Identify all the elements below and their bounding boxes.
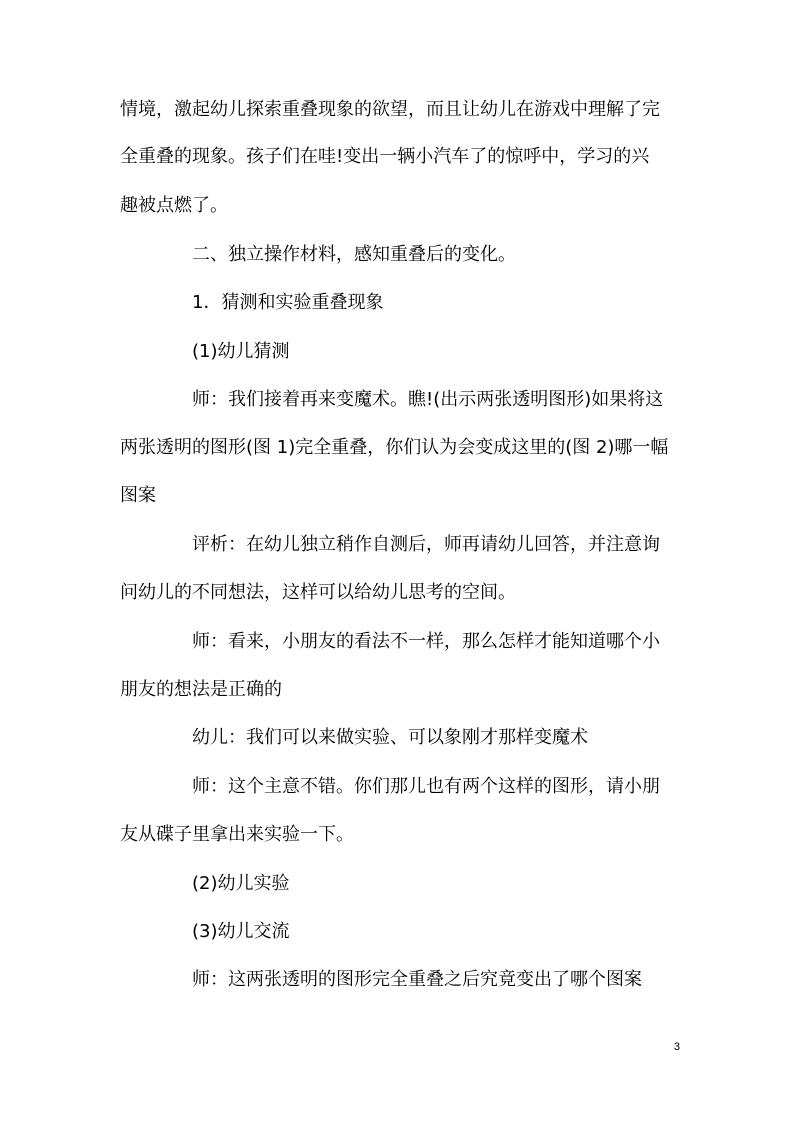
paragraph-line: 师：这个主意不错。你们那儿也有两个这样的图形，请小朋 bbox=[192, 776, 660, 797]
paragraph-line: 全重叠的现象。孩子们在哇!变出一辆小汽车了的惊呼中，学习的兴 bbox=[120, 146, 650, 167]
paragraph-line: 师：我们接着再来变魔术。瞧!(出示两张透明图形)如果将这 bbox=[192, 389, 664, 410]
paragraph-line: 幼儿：我们可以来做实验、可以象刚才那样变魔术 bbox=[192, 727, 588, 748]
step-heading: (2)幼儿实验 bbox=[192, 873, 290, 894]
paragraph-line: 朋友的想法是正确的 bbox=[120, 679, 282, 700]
subsection-heading: 1．猜测和实验重叠现象 bbox=[192, 292, 384, 313]
section-heading: 二、独立操作材料，感知重叠后的变化。 bbox=[192, 244, 516, 265]
paragraph-line: 趣被点燃了。 bbox=[120, 195, 228, 216]
paragraph-line: 师：这两张透明的图形完全重叠之后究竟变出了哪个图案 bbox=[192, 969, 642, 990]
paragraph-line: 情境，激起幼儿探索重叠现象的欲望，而且让幼儿在游戏中理解了完 bbox=[120, 99, 660, 120]
page-number: 3 bbox=[673, 1041, 680, 1053]
step-heading: (1)幼儿猜测 bbox=[192, 341, 290, 362]
paragraph-line: 友从碟子里拿出来实验一下。 bbox=[120, 824, 354, 845]
paragraph-line: 评析：在幼儿独立稍作自测后，师再请幼儿回答，并注意询 bbox=[192, 534, 660, 555]
paragraph-line: 两张透明的图形(图 1)完全重叠，你们认为会变成这里的(图 2)哪一幅 bbox=[120, 437, 669, 458]
paragraph-line: 问幼儿的不同想法，这样可以给幼儿思考的空间。 bbox=[120, 582, 516, 603]
paragraph-line: 图案 bbox=[120, 485, 156, 506]
step-heading: (3)幼儿交流 bbox=[192, 921, 290, 942]
paragraph-line: 师：看来，小朋友的看法不一样，那么怎样才能知道哪个小 bbox=[192, 631, 660, 652]
